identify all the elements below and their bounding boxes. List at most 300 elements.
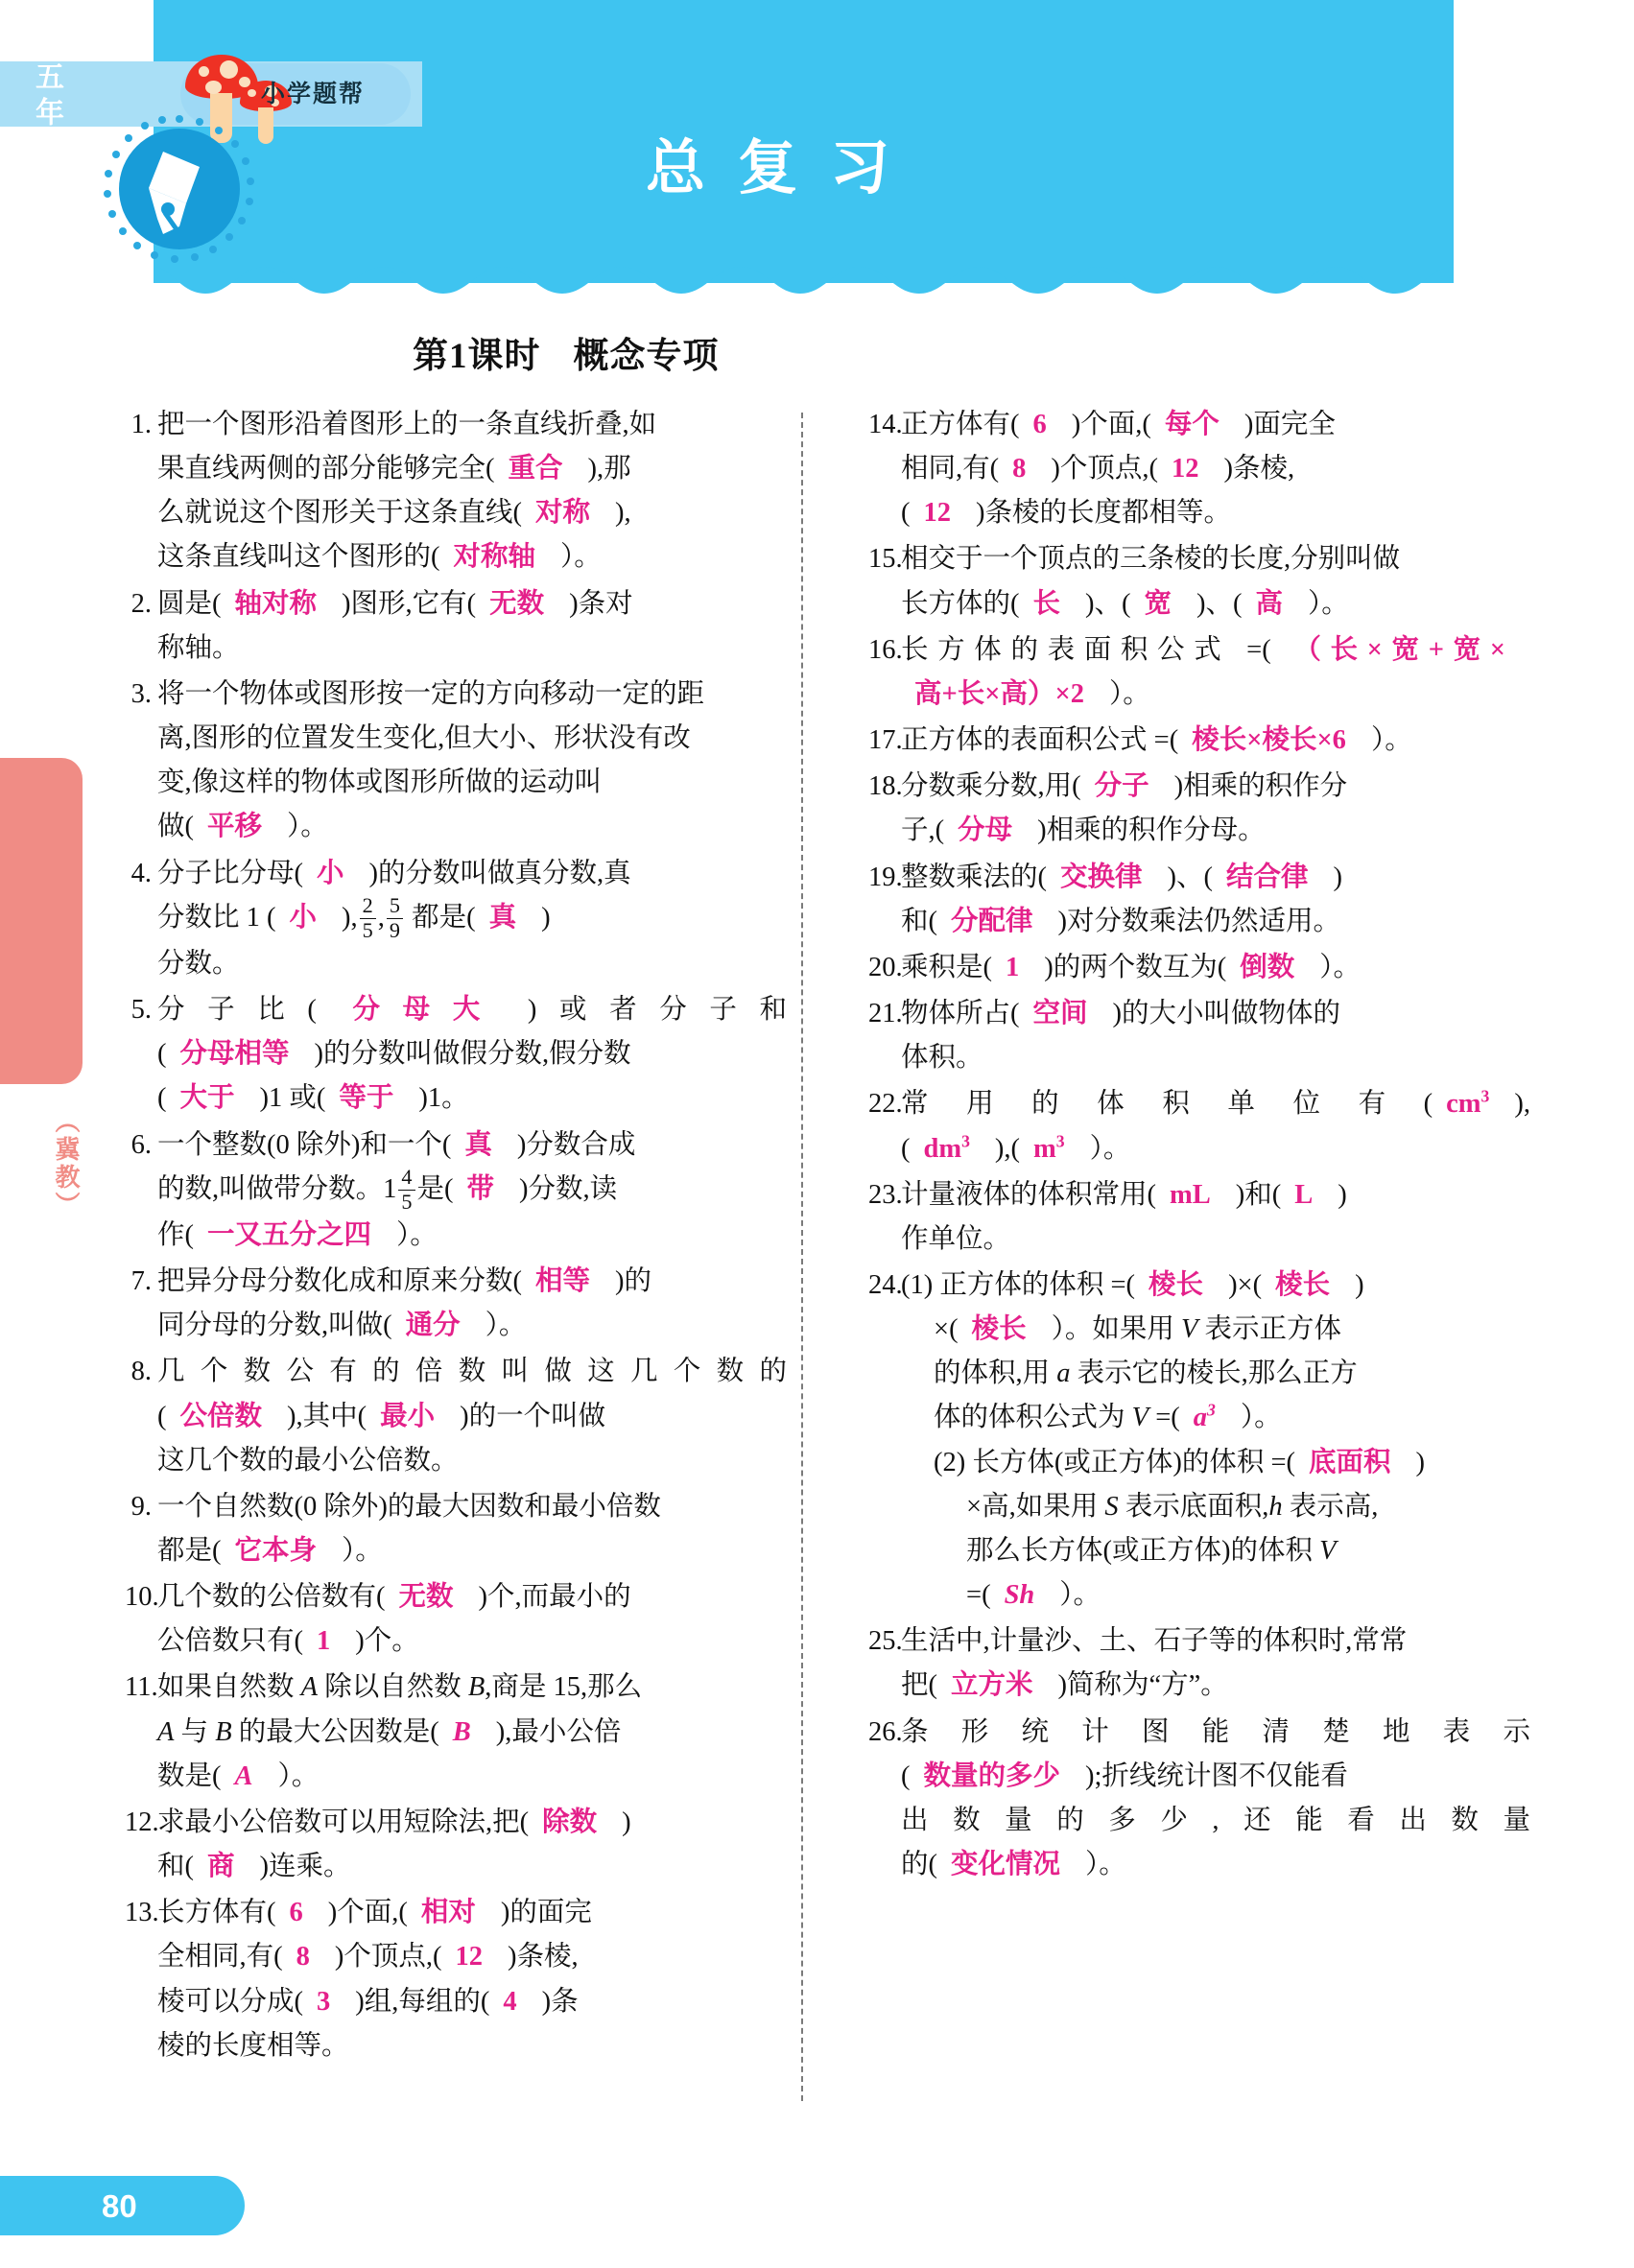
answer-text: 数量的多少 (923, 1760, 1061, 1791)
answer-text: 最小 (380, 1401, 436, 1431)
question-line (901, 1711, 1530, 1755)
question-line (157, 1214, 787, 1258)
question-text: ）。 (277, 1760, 320, 1791)
question-line (157, 1304, 787, 1348)
question-number: 14. (868, 410, 903, 439)
question-line (901, 1173, 1530, 1217)
answer-text: 棱长 (1275, 1269, 1331, 1300)
question-text: );折线统计图不仅能看 (1085, 1760, 1348, 1791)
question-text: )条棱, (507, 1942, 579, 1973)
question-text: ( (901, 498, 911, 529)
question-line (157, 447, 787, 491)
answer-text: 每个 (1164, 410, 1220, 439)
question-body (157, 582, 787, 671)
question-line (901, 447, 1530, 491)
question-number: 3. (130, 678, 152, 709)
question-number: 10. (125, 1582, 159, 1613)
answer-text: 相等 (535, 1266, 591, 1297)
question-text: )、( (1196, 588, 1243, 619)
question-line (901, 1441, 1530, 1485)
question-text: 做( (157, 812, 194, 842)
answer-text: mL (1170, 1179, 1211, 1210)
question-text: ) (541, 902, 551, 933)
question-number: 24. (868, 1269, 903, 1300)
question-text: 计量液体的体积常用( (901, 1179, 1156, 1210)
math-variable: h (1268, 1491, 1283, 1522)
page-title: 总复习 (645, 135, 922, 201)
question-item (868, 1173, 1530, 1262)
question-line (901, 900, 1530, 944)
question-body (901, 946, 1530, 990)
question-line (157, 1123, 787, 1168)
answer-text: 12 (923, 498, 951, 529)
question-text: 除以自然数 (318, 1672, 468, 1703)
question-text: ), (615, 498, 631, 529)
question-text: 把( (901, 1670, 937, 1701)
question-text: ）。 (1319, 952, 1362, 982)
question-text: 体积。 (901, 1043, 983, 1074)
question-body (901, 403, 1530, 535)
question-number: 21. (868, 999, 903, 1029)
question-line (901, 1573, 1530, 1618)
question-line (157, 1845, 787, 1889)
question-text: ）。 (1085, 1850, 1126, 1879)
question-item (868, 946, 1530, 990)
question-body (157, 1891, 787, 2068)
question-text: ）。 (1089, 1133, 1131, 1164)
question-line (901, 582, 1530, 626)
answer-text: 小 (317, 858, 344, 888)
question-number: 23. (868, 1179, 903, 1210)
question-line (901, 765, 1530, 809)
superscript: 3 (1055, 1131, 1065, 1150)
question-line (901, 1264, 1530, 1308)
question-text: 正方体有( (901, 410, 1020, 439)
answer-text: Sh (1004, 1580, 1035, 1611)
question-line (901, 1308, 1530, 1352)
question-number: 26. (868, 1716, 903, 1747)
answer-text: 棱长 (1149, 1269, 1204, 1300)
question-text: 那么长方体(或正方体)的体积 (966, 1535, 1320, 1566)
answer-text: 12 (455, 1942, 483, 1973)
question-line (157, 1755, 787, 1799)
answer-text: 它本身 (234, 1535, 318, 1566)
question-body (157, 1260, 787, 1348)
answer-text: 分母大 (329, 995, 503, 1026)
publisher-label: （冀教） (52, 1108, 81, 1219)
question-text: 公倍数只有( (157, 1626, 303, 1657)
lesson-prefix: 第 (413, 336, 449, 375)
question-text: 一个自然数(0 除外)的最大因数和最小倍数 (157, 1491, 661, 1522)
question-line (157, 852, 787, 896)
fraction: $\frac{4}{5}$ (398, 1167, 414, 1212)
question-text: 变,像这样的物体或图形所做的运动叫 (157, 768, 603, 798)
question-text: )的分数叫做假分数,假分数 (314, 1039, 631, 1070)
question-text: 称轴。 (157, 632, 240, 663)
question-text: 都是( (157, 1535, 222, 1566)
question-number: 20. (868, 952, 903, 982)
math-variable: B (215, 1716, 232, 1747)
question-text: )连乘。 (259, 1852, 351, 1882)
question-text: 棱可以分成( (157, 1986, 303, 2017)
question-item (125, 988, 787, 1121)
question-line (901, 491, 1530, 535)
answer-text: L (1294, 1179, 1314, 1210)
question-text: ( (157, 1039, 167, 1070)
question-line (901, 1799, 1530, 1843)
question-body (157, 988, 787, 1121)
question-number: 18. (868, 771, 903, 802)
question-text: )个,而最小的 (478, 1582, 631, 1613)
question-item (868, 719, 1530, 763)
question-text: ),最小公倍 (495, 1716, 622, 1747)
question-number: 1. (130, 410, 152, 439)
question-text: 的最大公因数是( (231, 1716, 439, 1747)
question-line (157, 988, 787, 1032)
answer-text: 平移 (207, 812, 263, 842)
question-text: )1。 (418, 1083, 469, 1114)
math-variable: A (300, 1672, 319, 1703)
question-item (125, 1575, 787, 1664)
question-body (901, 628, 1530, 717)
question-text: )×( (1228, 1269, 1263, 1300)
grade-subject-label: 五年级数学·下 (31, 61, 62, 313)
pen-nib-icon (104, 113, 255, 265)
question-text: 一个整数(0 除外)和一个( (157, 1129, 452, 1160)
question-text: 分数比 1 ( (157, 902, 276, 933)
answer-text: 8 (1012, 454, 1027, 484)
answer-text: 小 (289, 902, 318, 933)
question-text: ), (1514, 1089, 1530, 1120)
question-item (868, 1711, 1530, 1888)
answer-text: 除数 (542, 1807, 598, 1837)
question-text: 把异分母分数化成和原来分数( (157, 1266, 522, 1297)
question-text: )的 (615, 1266, 652, 1297)
superscript: 3 (1480, 1086, 1490, 1106)
question-line (157, 1619, 787, 1664)
answer-text: 变化情况 (951, 1850, 1061, 1879)
math-variable: V (1131, 1403, 1149, 1433)
question-text: (1) 正方体的体积 =( (901, 1269, 1136, 1300)
question-line (901, 1485, 1530, 1529)
superscript: 3 (1207, 1400, 1216, 1420)
question-text: 分数乘分数,用( (901, 771, 1081, 802)
question-item (868, 765, 1530, 853)
question-text: )的面完 (500, 1898, 592, 1928)
answer-text: 6 (289, 1898, 303, 1928)
question-line (901, 1619, 1530, 1664)
question-line (901, 1396, 1530, 1440)
question-text: )简称为“方”。 (1057, 1670, 1228, 1701)
question-line (157, 673, 787, 717)
question-line (901, 1755, 1530, 1799)
question-text: ) (1333, 862, 1343, 892)
answer-text: 底面积 (1309, 1447, 1391, 1477)
question-body (901, 856, 1530, 944)
question-number: 17. (868, 725, 903, 756)
question-item (868, 628, 1530, 717)
question-text: 的体积,用 (934, 1358, 1057, 1389)
answer-text: 无数 (489, 588, 545, 619)
question-item (868, 537, 1530, 626)
question-text: ）。 (1240, 1403, 1282, 1433)
question-text: )1 或( (259, 1083, 326, 1114)
question-text: 作( (157, 1219, 194, 1250)
question-line (157, 1891, 787, 1935)
question-text: 分子比( (157, 995, 317, 1026)
question-text: ( (901, 1760, 911, 1791)
question-number: 25. (868, 1626, 903, 1657)
question-text: )面完全 (1243, 410, 1336, 439)
question-body (901, 765, 1530, 853)
question-body (901, 1711, 1530, 1888)
fraction: $\frac{2}{5}$ (360, 895, 376, 940)
question-item (125, 673, 787, 850)
question-number: 19. (868, 862, 903, 892)
question-text: )个面,( (327, 1898, 408, 1928)
question-text: ),( (994, 1133, 1021, 1164)
answer-text: 高+长×高）×2 (914, 678, 1084, 709)
question-line (901, 673, 1530, 717)
answer-text: 商 (207, 1852, 235, 1882)
question-item (125, 1666, 787, 1798)
question-text: 物体所占( (901, 999, 1020, 1029)
answer-text: 棱长×棱长×6 (1192, 725, 1346, 756)
column-divider (801, 413, 803, 2101)
answer-text: $m^3$ (1033, 1131, 1065, 1164)
answer-text: 倒数 (1240, 952, 1295, 982)
question-body (157, 852, 787, 987)
question-text: 相同,有( (901, 454, 1000, 484)
answer-text: 分子 (1094, 771, 1149, 802)
question-text: )图形,它有( (342, 588, 477, 619)
lesson-unit: 课时 (467, 336, 541, 375)
answer-text: 4 (503, 1986, 517, 2017)
question-item (125, 1350, 787, 1482)
question-text: 全相同,有( (157, 1942, 283, 1973)
question-text: )、( (1167, 862, 1213, 892)
question-text: 分子比分母( (157, 858, 303, 888)
question-line (901, 946, 1530, 990)
question-body (157, 1575, 787, 1664)
answer-text: 3 (317, 1986, 331, 2017)
question-text: 作单位。 (901, 1223, 1011, 1254)
question-text: )分数,读 (519, 1173, 618, 1204)
question-text: )相乘的积作分母。 (1037, 815, 1266, 846)
math-variable: a (1056, 1358, 1071, 1389)
answer-text: $dm^3$ (923, 1131, 970, 1164)
question-body (157, 1801, 787, 1889)
answer-text: 公倍数 (179, 1401, 263, 1431)
question-line (901, 1843, 1530, 1887)
question-text: , (377, 902, 385, 933)
math-variable: S (1104, 1491, 1119, 1522)
question-body (157, 673, 787, 850)
question-text: 长方体的表面积公式 =( (901, 634, 1271, 665)
question-item (125, 1123, 787, 1259)
fraction: $\frac{5}{9}$ (387, 895, 403, 940)
question-text: ( (157, 1401, 167, 1431)
question-line (901, 1529, 1530, 1573)
banner-wave-edge (154, 261, 1454, 299)
question-text: )的两个数互为( (1044, 952, 1227, 982)
question-text: )分数合成 (516, 1129, 636, 1160)
question-number: 16. (868, 634, 903, 665)
question-number: 9. (130, 1491, 152, 1522)
question-text: 圆是( (157, 588, 222, 619)
question-line (901, 1082, 1530, 1126)
question-item (125, 1485, 787, 1573)
question-body (901, 992, 1530, 1080)
question-text: )的分数叫做真分数,真 (368, 858, 631, 888)
question-body (901, 537, 1530, 626)
question-number: 8. (130, 1357, 152, 1387)
question-number: 2. (130, 588, 152, 619)
question-text: =( (1149, 1403, 1180, 1433)
question-text: ）。 (342, 1535, 383, 1566)
question-line (157, 582, 787, 626)
question-item (868, 992, 1530, 1080)
question-line (157, 942, 787, 986)
question-body (157, 1666, 787, 1798)
question-number: 6. (130, 1129, 152, 1160)
superscript: 3 (961, 1131, 970, 1150)
question-text: ) (1415, 1447, 1426, 1477)
answer-text: 轴对称 (234, 588, 318, 619)
question-body (901, 1082, 1530, 1170)
question-body (157, 403, 787, 580)
question-line (901, 628, 1530, 673)
question-line (157, 805, 787, 849)
question-line (157, 403, 787, 447)
lesson-heading (413, 326, 1142, 378)
question-item (868, 1082, 1530, 1170)
answer-text: 立方米 (951, 1670, 1033, 1701)
question-text: 几个数的公倍数有( (157, 1582, 386, 1613)
question-text: ( (157, 1083, 167, 1114)
answer-text: 8 (296, 1942, 310, 1973)
answer-text: B (452, 1716, 471, 1747)
question-item (868, 1619, 1530, 1708)
question-text: )条棱的长度都相等。 (976, 498, 1231, 529)
question-text: 出数量的多少,还能看出数量 (901, 1805, 1530, 1835)
question-number: 4. (130, 858, 152, 888)
question-number: 22. (868, 1089, 903, 1120)
question-text: )个。 (355, 1626, 419, 1657)
question-text: ×( (934, 1314, 959, 1345)
question-text: ）。如果用 (1051, 1314, 1181, 1345)
question-line (901, 1664, 1530, 1708)
question-line (157, 1711, 787, 1755)
question-line (157, 1032, 787, 1076)
question-item (125, 1891, 787, 2068)
question-text: 几个数公有的倍数叫做这几个数的 (157, 1357, 787, 1387)
question-text: (2) 长方体(或正方体)的体积 =( (934, 1447, 1296, 1477)
question-text: ),其中( (287, 1401, 367, 1431)
question-line (157, 1980, 787, 2024)
question-text: 与 (174, 1716, 216, 1747)
answer-text: 1 (317, 1626, 331, 1657)
question-text: ,商是 15,那么 (485, 1672, 643, 1703)
question-number: 5. (130, 995, 152, 1026)
question-line (157, 491, 787, 535)
question-line (157, 1350, 787, 1394)
question-line (157, 1395, 787, 1439)
question-text: 长方体有( (157, 1898, 276, 1928)
answer-text: 结合律 (1226, 862, 1309, 892)
question-text: 果直线两侧的部分能够完全( (157, 454, 495, 484)
brand-logo-text: 小学题帮 (261, 81, 366, 107)
question-line (157, 1529, 787, 1573)
question-line (157, 1076, 787, 1121)
answer-text: 真 (464, 1129, 492, 1160)
question-line (157, 2024, 787, 2068)
question-text: ）。 (485, 1311, 527, 1341)
question-number: 12. (125, 1807, 159, 1837)
question-line (901, 856, 1530, 900)
question-text: )个顶点,( (1051, 454, 1158, 484)
question-body (901, 1173, 1530, 1262)
question-line (901, 809, 1530, 853)
answer-text: 重合 (508, 454, 563, 484)
answer-text: 12 (1171, 454, 1199, 484)
question-text: 是( (416, 1173, 454, 1204)
math-variable: V (1319, 1535, 1337, 1566)
question-item (868, 856, 1530, 944)
page-number: 80 (102, 2188, 137, 2224)
question-line (901, 1127, 1530, 1171)
question-text: )相乘的积作分 (1173, 771, 1348, 802)
question-text: ×高,如果用 (966, 1491, 1105, 1522)
question-text: 表示它的棱长,那么正方 (1070, 1358, 1358, 1389)
question-line (901, 537, 1530, 581)
answer-text: 带 (466, 1173, 495, 1204)
question-text: 相交于一个顶点的三条棱的长度,分别叫做 (901, 544, 1401, 575)
question-text: 数是( (157, 1760, 222, 1791)
question-text: 整数乘法的( (901, 862, 1047, 892)
question-text: 常用的体积单位有( (901, 1089, 1433, 1120)
answer-text: （长×宽+宽× (1284, 634, 1505, 665)
question-text: 棱的长度相等。 (157, 2030, 349, 2061)
question-text: 正方体的表面积公式 =( (901, 725, 1179, 756)
question-text: ）。 (1059, 1580, 1101, 1611)
question-line (901, 1217, 1530, 1262)
answer-text: 对称 (535, 498, 591, 529)
question-line (157, 1801, 787, 1845)
question-line (157, 717, 787, 761)
answer-text: 分母相等 (179, 1039, 290, 1070)
question-text: ）。 (560, 542, 602, 573)
question-item (125, 1801, 787, 1889)
question-text: )条 (541, 1986, 579, 2017)
answer-text: 大于 (179, 1083, 235, 1114)
question-text: )组,每组的( (355, 1986, 490, 2017)
question-number: 7. (130, 1266, 152, 1297)
question-text: )条对 (569, 588, 633, 619)
math-variable: A (157, 1716, 175, 1747)
question-text: )的一个叫做 (460, 1401, 606, 1431)
question-line (901, 992, 1530, 1036)
question-line (157, 1260, 787, 1304)
lesson-number: 1 (449, 337, 468, 376)
question-text: 的数,叫做带分数。1 (157, 1173, 397, 1204)
question-text: )条棱, (1223, 454, 1295, 484)
question-text: )个面,( (1071, 410, 1151, 439)
question-text: 表示高, (1282, 1491, 1379, 1522)
question-line (157, 1935, 787, 1979)
question-body (901, 719, 1530, 763)
question-text: ）。 (396, 1219, 438, 1250)
